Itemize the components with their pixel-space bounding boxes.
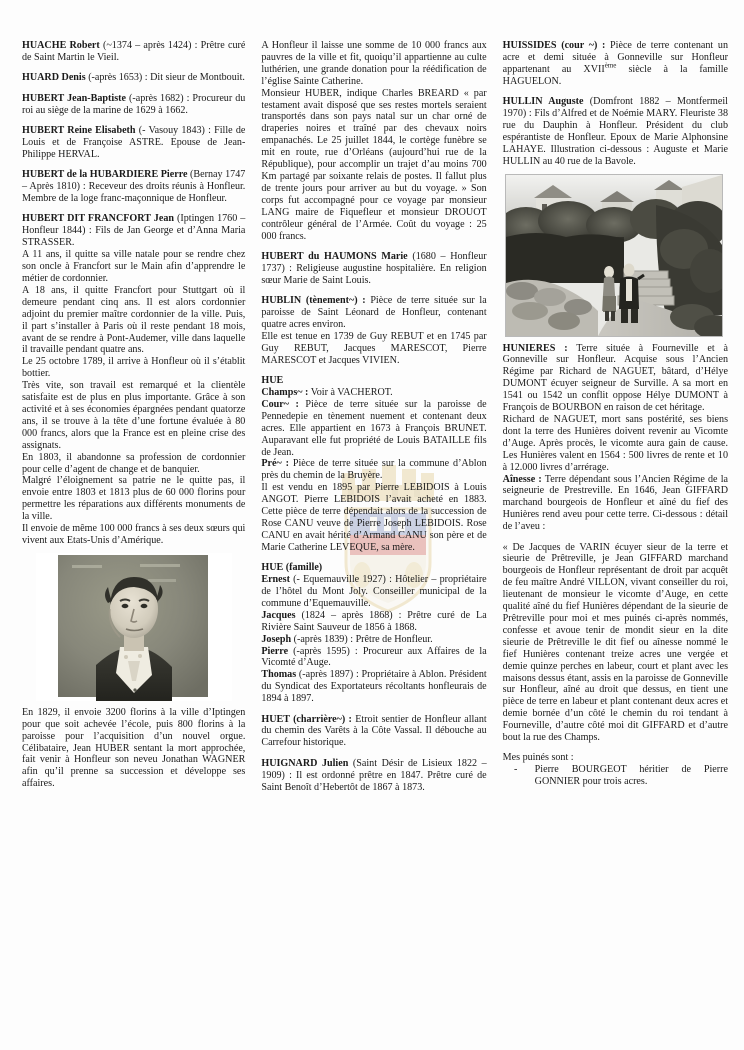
headword: HUET (charrière~) :	[261, 713, 352, 725]
headword-qualifier: (1680 – Honfleur 1737) :	[261, 250, 487, 274]
entry-body: Il est ordonné prêtre en 1847. Prêtre curé de Saint Benoît d’Hebertôt de 1867 à 1873.	[261, 769, 487, 793]
bullet-dash: -	[513, 764, 518, 776]
francfort-para-3: Le 25 octobre 1789, il arrive à Honfleur où il s’établit bottier.	[22, 356, 246, 380]
entry-body: Fille de Louis et de Françoise ASTRE. Epouse de Jean-Philippe HERVAL.	[22, 125, 246, 160]
member-qualifier-pierre: (-après 1595) :	[293, 645, 358, 657]
headword: HUIGNARD Julien	[261, 757, 349, 769]
headword-qualifier: (~1374 – après 1424) :	[102, 40, 198, 51]
entry-huard-denis	[22, 72, 245, 84]
entry-body: Religieuse augustine hospitalière. En religion sœur Marie de Saint Louis.	[261, 262, 487, 286]
headword-qualifier: (Iptingen 1760 – Honfleur 1844) :	[22, 213, 246, 237]
francfort-para-7: Il envoie de même 100 000 francs à ses deux sœurs qui vivent aux Etats-Unis d’Amérique.	[22, 523, 246, 546]
francfort-continuation	[261, 40, 486, 242]
figure-portrait	[22, 553, 245, 701]
entry-body-before: Pièce de terre contenant un acre et demi située à Gonneville sur Honfleur appartenant au XVII	[502, 40, 728, 75]
headword-qualifier: (Domfront 1882 – Montfermeil 1970) :	[502, 96, 728, 120]
hue-item-text-champs: Voir à VACHEROT.	[310, 386, 393, 398]
entry-hue	[261, 375, 486, 554]
member-qualifier-ernest: (- Equemauville 1927) :	[293, 574, 392, 586]
continuation-para-1: A Honfleur il laisse une somme de 10 000 francs aux pauvres de la ville et fit, quoiqu’il appartienne au culte luthérien, une grande donation pour la réédification de l’église Sainte Catherine.	[261, 40, 487, 87]
entry-huignard-julien	[261, 758, 486, 794]
member-name-joseph: Joseph	[261, 633, 292, 645]
francfort-after-portrait: En 1829, il envoie 3200 florins à la ville d’Iptingen pour que soit achevée l’école, puis 800 florins à la paroisse pour l’acquisition d’un nouvel orgue. Célibataire, Jean HUBER sentant la mort approchée, fait venir à Honfleur son neveu Jonathan WAGNER afin qu’il prenne sa succession et développe ses affaires.	[22, 706, 246, 790]
entry-huet-charriere	[261, 714, 486, 750]
member-text-thomas: Propriétaire à Ablon. Président du Syndicat des Exportateurs récoltants honfleurais de 1894 à 1897.	[261, 669, 487, 705]
headword: HUBERT de la HUBARDIERE Pierre	[22, 169, 188, 181]
puines-intro: Mes puinés sont :	[502, 752, 574, 764]
francfort-para-6: Malgré l’éloignement sa patrie ne le quitte pas, il envoie entre 1803 et 1813 plus de 60 000 florins pour permettre les réparations aux différents monuments de la ville.	[22, 475, 246, 523]
entry-body: Etroit sentier de Honfleur allant du chemin des Varêts à la Côte Vassal. Il débouche au Carrefour historique.	[261, 713, 487, 749]
hue-title: HUE	[261, 375, 284, 387]
photo-auguste-marie-hullin	[505, 174, 723, 337]
century-superscript: ème	[604, 61, 617, 70]
entry-hubert-reine-elisabeth	[22, 125, 245, 161]
hue-item-text-pre: Pièce de terre située sur la commune d’Ablon près du chemin de la Bruyère.	[261, 458, 487, 482]
francfort-para-2: A 18 ans, il quitte Francfort pour Stuttgart où il demeure pendant cinq ans. Il est alors cordonnier adjoint du premier maître cordonnier de la ville. Puis, il part s’installer à Paris où il reste pendant 18 mois, avant de se rendre à Pont-Audemer, ville dans laquelle il travaille pendant quatre ans.	[22, 284, 246, 356]
entry-hublin	[261, 295, 486, 366]
entry-hullin-auguste	[503, 96, 728, 167]
list-item	[503, 764, 728, 788]
ainesse-label: Aînesse :	[502, 473, 542, 485]
ainesse-text: Terre dépendant sous l’Ancien Régime de la seigneurie de Prestreville. En 1646, Jean GIFFARD marchand bourgeois de Honfleur et aîné du fief des Hunières rend aveu pour cette terre. Ci-dessous : détail de l’aveu :	[502, 473, 728, 533]
aveu-quote: « De Jacques de VARIN écuyer sieur de la terre et sieurie de Prêtreville, je Jean GIFFARD marchand bourgeois de Honfleur représentant de droit par acquêt de feu maître André VILLON, vivant conseiller du roi, lieutenant de monsieur le vicomte d’Auge, en cette qualité aîné du fief Hunières dépendant de la sieurie de Prêtreville pour moi et mes puinés ci-après nommés, confesse et avoue tenir de mondit sieur en la dite sieurie de Prêtreville le dit fief ou aînesse nommé le fief Hunières contenant treize acres une vergée et demie quinze perches en labeur, court et plant avec les maisons dessus étant, assis en la paroisse de Gonneville sur Honfleur, aîné au droit que dessus, en tient une pièce de terre en labeur et plant contenant deux acres et demie bornée d’un côté le chemin du roi tendant à Fourneville, d’autre côté moi dit GIFFARD et d’autre bout la rue des Champs.	[502, 541, 728, 744]
entry-hunieres	[503, 343, 728, 534]
hue-item-text-cour: Pièce de terre située sur la paroisse de Pennedepie en tènement nuement et contenant deux acres. Elle appartient en 1673 à François BRUNET. Auparavant elle fut propriété de Louis BATAILLE fils de Jean.	[261, 398, 487, 458]
member-text-ernest: Hôtelier – propriétaire de l’hôtel du Mont Joly. Conseiller municipal de la commune d’Equemauville.	[261, 574, 487, 609]
member-text-jacques: Prêtre curé de La Rivière Saint Sauveur de 1856 à 1868.	[261, 609, 487, 633]
member-text-pierre: Procureur aux Affaires de la Vicomté d’Auge.	[261, 645, 487, 669]
hunieres-para-1: Terre située à Fourneville et à Gonneville sur Honfleur. Acquise sous l’Ancien Régime par Richard de NAGUET, bâtard, d’Hélye DUMONT écuyer seigneur de Surville. A sa mort en 1541 ou 1542 un conflit oppose Hélye DUMONT à François de BOURBON en raison de cet héritage.	[502, 342, 728, 414]
hunieres-para-2: Richard de NAGUET, mort sans postérité, ses biens dont la terre des Hunières doivent revenir au Vicomte d’Auge. Après procès, le vicomte aura gain de cause. Les Hunières valent en 1564 : 500 livres de rente et 10 à 12.000 livres d’arrérage.	[502, 414, 728, 473]
headword: HUNIERES :	[502, 342, 568, 354]
headword: HUBLIN (tènement~) :	[261, 295, 366, 307]
entry-hubert-jean-baptiste	[22, 93, 245, 117]
column-3	[503, 40, 728, 1000]
member-qualifier-joseph: (-après 1839) :	[293, 633, 354, 645]
member-qualifier-jacques: (1824 – après 1868) :	[301, 609, 402, 621]
hue-pre-extra: Il est vendu en 1895 par Pierre LEBIDOIS à Louis ANGOT. Pierre LEBIDOIS l’avait acheté en 1883. Cette pièce de terre dépendait alors de la succession de Rose CANU veuve de Pierre Joseph LEBIDOIS. Rose CANU en avait hérité d’Armand CANU son père et de Marie Catherine LEVEQUE, sa mère.	[261, 482, 487, 553]
headword: HUBERT DIT FRANCFORT Jean	[22, 213, 174, 225]
figure-photo	[503, 174, 728, 337]
headword-qualifier: (Saint Désir de Lisieux 1822 – 1909) :	[261, 757, 487, 781]
entry-hue-famille	[261, 562, 486, 705]
francfort-para-1: A 11 ans, il quitte sa ville natale pour se rendre chez son oncle à Francfort sur le Main afin d’apprendre le métier de cordonnier.	[22, 249, 246, 284]
continuation-para-2: Monsieur HUBER, indique Charles BREARD « par testament avait disposé que ses restes mortels seraient transportés dans son pays natal sur un char orné de draperies noires et traîné par des chevaux noirs empanachés. Le 25 juillet 1844, le cortège funèbre se mit en route, rue d’Orléans (aujourd’hui rue de la République), pour accomplir un trajet d’au moins 700 Km partagé par soixante relais de postes. Il fallut plus de trente jours pour arriver au but du voyage. » Son corps fut accompagné pour ce voyage par monsieur LANG maire de Fiquefleur et monsieur DROUOT contrôleur général de l’Armée. Coût du voyage : 25 000 francs.	[261, 87, 487, 242]
member-text-joseph: Prêtre de Honfleur.	[355, 633, 433, 645]
entry-body: Receveur des droits réunis à Honfleur. Membre de la loge franc-maçonnique de Honfleur.	[22, 181, 246, 205]
headword: HUARD Denis	[22, 72, 86, 84]
hue-item-label-champs: Champs~ :	[261, 386, 309, 398]
three-column-body	[22, 40, 728, 1000]
headword: HUBERT du HAUMONS Marie	[261, 250, 408, 262]
member-qualifier-thomas: (-après 1897) :	[298, 669, 359, 681]
entry-hubert-du-haumons	[261, 251, 486, 287]
headword-qualifier: (Bernay 1747 – Après 1810) :	[22, 169, 246, 193]
member-name-pierre: Pierre	[261, 645, 289, 657]
entry-body: Pièce de terre située sur la paroisse de Saint Léonard de Honfleur, contenant quatre acres environ.	[261, 295, 487, 330]
puines-list	[503, 764, 728, 788]
headword: HUBERT Jean-Baptiste	[22, 92, 126, 104]
column-1	[22, 40, 245, 1000]
headword: HUISSIDES (cour ~) :	[502, 40, 606, 51]
hue-item-label-cour: Cour~ :	[261, 398, 299, 410]
entry-hubert-dit-francfort	[22, 213, 245, 546]
hublin-extra: Elle est tenue en 1739 de Guy REBUT et en 1745 par Guy REBUT, Jacques MARESCOT, Pierre MARESCOT et Jacques VIVIEN.	[261, 330, 487, 366]
puines-item-text: Pierre BOURGEOT héritier de Pierre GONNIER pour trois acres.	[534, 764, 728, 788]
entry-body: Procureur du roi au siège de la marine de 1629 à 1662.	[22, 92, 246, 116]
entry-hubert-de-la-hubardiere	[22, 169, 245, 205]
francfort-para-5: En 1803, il abandonne sa profession de cordonnier pour celle d’agent de change et de banquier.	[22, 451, 246, 475]
entry-body: Dit sieur de Montbouit.	[150, 72, 245, 84]
headword-qualifier: (-après 1682) :	[129, 92, 190, 104]
headword-qualifier: (- Vasouy 1843) :	[138, 125, 211, 137]
hue-famille-title: HUE (famille)	[261, 562, 323, 574]
headword: HUBERT Reine Elisabeth	[22, 125, 136, 137]
entry-huache-robert	[22, 40, 245, 64]
member-name-jacques: Jacques	[261, 609, 296, 621]
entry-body: Fils de Jan George et d’Anna Maria STRASSER.	[22, 225, 246, 249]
entry-body: Fils d’Alfred et de Noémie MARY. Fleuriste 38 rue du Dauphin à Honfleur. Président du club espérantiste de Honfleur. Epoux de Marie Alphonsine LAHAYE. Illustration ci-dessous : Auguste et Marie HULLIN au 40 rue de la Bavole.	[502, 108, 728, 167]
puines-block	[503, 752, 728, 788]
headword: HULLIN Auguste	[502, 96, 584, 108]
entry-body: Prêtre curé de Saint Martin le Vieil.	[22, 40, 246, 63]
headword-qualifier: (-après 1653) :	[88, 72, 148, 84]
column-2	[261, 40, 486, 1000]
entry-body-after: siècle à la famille HAGUELON.	[502, 63, 728, 87]
hue-item-label-pre: Pré~ :	[261, 458, 289, 470]
entry-huissides	[503, 40, 728, 88]
francfort-para-4: Très vite, son travail est remarqué et la clientèle satisfaite est de plus en plus importante. Grâce à son activité et à ses économies épargnées pendant quatorze ans, il se trouve à la tête d’une fortune évaluée à 80 000 francs, alors que la France est en pleine crise des assignats.	[22, 380, 246, 451]
headword: HUACHE Robert	[22, 40, 100, 51]
portrait-jean-huber	[36, 553, 232, 701]
member-name-ernest: Ernest	[261, 574, 290, 586]
member-name-thomas: Thomas	[261, 669, 297, 681]
